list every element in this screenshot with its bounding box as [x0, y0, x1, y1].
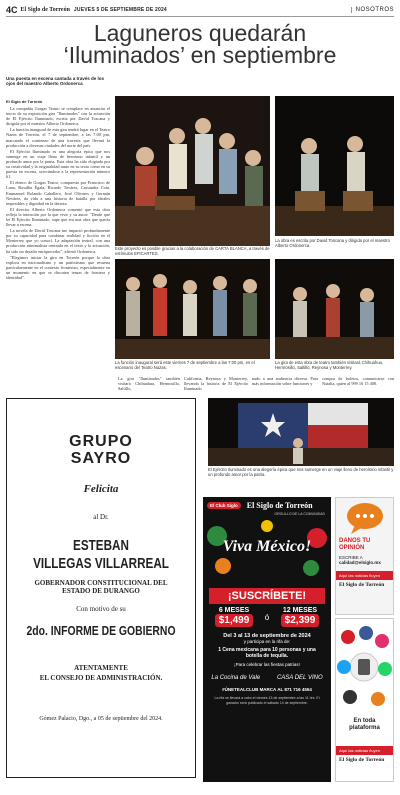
tiktok-icon	[343, 690, 357, 704]
facebook-icon	[359, 626, 373, 640]
promo-sponsors	[203, 675, 331, 681]
viva-mexico-art	[203, 516, 331, 586]
stage-photo-art	[115, 96, 270, 246]
speech-bubble-icon	[345, 501, 385, 535]
caption-bottom: El Ejército Iluminado es una alegoría épica que nos sumerge en un viaje lleno de heroísmo infantil y un profundo amor por la patria.	[208, 467, 394, 477]
plan-6-months[interactable]: 6 MESES $1,499	[215, 607, 254, 627]
sponsor-cocina: La Cocina de Vale	[211, 675, 261, 681]
platform-box	[335, 618, 394, 782]
opinion-news-label: Aquí las noticias fluyen	[336, 571, 393, 580]
tail-column-4: compra de boletos, comunicarse con Natalia, quien al 999 16 15 408.	[322, 376, 394, 387]
body-paragraph: La compañía Gorgas Teatro se complace en anunciar el inicio de su exposición gira "Iluminados" con la actuación de El Ejército Iluminado, escrita por David Toscana y dirigida por el maestro Alberto Ordonerca.	[6, 106, 110, 127]
place-date-text: Gómez Palacio, Dgo., a 05 de septiembre del 2024.	[39, 716, 163, 722]
phone-icon	[358, 659, 370, 675]
article-headline	[0, 22, 400, 66]
page-number: 4C	[6, 4, 18, 15]
instagram-icon	[375, 634, 389, 648]
twitter-icon	[337, 660, 351, 674]
photo-flag-scene	[208, 398, 394, 466]
youtube-icon	[341, 630, 355, 644]
caption-mid-left: La función inaugural será este viernes 7 de septiembre a las 7:00 pm, en el escenario del Teatro Nazas.	[115, 360, 255, 370]
photo-stage-cast	[115, 96, 270, 246]
subscription-promo[interactable]	[203, 497, 331, 782]
article-byline: El Siglo de Torreón	[6, 99, 43, 104]
cast-bench-art	[275, 259, 394, 359]
or-separator: ó	[264, 612, 270, 622]
opinion-write: ESCRIBE A	[339, 555, 363, 560]
opinion-title: DANOS TU OPINIÓN	[339, 538, 371, 551]
plan-12-months[interactable]: 12 MESES $2,399	[281, 607, 320, 627]
promo-prize: 1 Cena mexicana para 10 personas y una botella de tequila.	[218, 647, 316, 659]
headline-line-1: Laguneros quedarán	[93, 20, 307, 46]
caption-top-right: La obra es escrita por David Toscana y dirigida por el maestro Alberto Ordonerca.	[275, 238, 390, 248]
viva-mexico-title: Viva México!	[222, 538, 312, 555]
atentamente-text: ATENTAMENTE	[74, 664, 128, 672]
platform-logo: El Siglo de Torreón	[339, 757, 385, 763]
issue-date: JUEVES 5 DE SEPTIEMBRE DE 2024	[73, 6, 167, 13]
photo-cast-bench	[275, 259, 394, 359]
photo-cast-wide	[115, 259, 270, 359]
stage-chairs-art	[275, 96, 394, 236]
opinion-email[interactable]: calidad@elsiglo.mx	[339, 560, 381, 565]
caption-mid-right: La gira de esta obra de teatro también visitará Chihuahua, Hermosillo, Saltillo, Reynosa y Monterrey.	[275, 360, 384, 370]
body-paragraph: La novela de David Toscana me impactó profundamente por su capacidad para combinar realidad y ficción en el Monterrey que yo conocí. La adaptación teatral, con una producción minimalista centrada en el texto y la actuación, ha sido un desafío enriquecedor", afirmó Ordonerca.	[6, 228, 110, 254]
sponsor-casa-vino: CASA DEL VINO	[276, 675, 323, 681]
body-paragraph: El Ejército Iluminado es una alegoría épica que nos sumerge en un viaje lleno de heroísmo infantil y un profundo amor por la patria. Esta obra ha sido elogiada por su creatividad y la originalidad tanto en su texto como en su puesta en escena, acercándose a la representación número 61.	[6, 148, 110, 180]
page-header	[6, 3, 394, 17]
honoree-name: ESTEBAN VILLEGAS VILLARREAL	[33, 537, 169, 572]
consejo-text: EL CONSEJO DE ADMINISTRACIÓN.	[39, 674, 163, 682]
club-badge: El Club Siglo	[207, 502, 241, 509]
opinion-bubble	[336, 498, 393, 538]
caption-top-left: Este proyecto es posible gracias a la colaboración de CARTA BLANCA, a través de estímulos EFICARTES.	[115, 246, 270, 256]
motivo-text: Con motivo de su	[76, 605, 126, 613]
social-icons-cluster	[336, 623, 393, 713]
masthead: El Siglo de Torreón	[20, 6, 70, 13]
platform-text: En toda plataforma	[349, 718, 380, 731]
cast-wide-art	[115, 259, 270, 359]
promo-dates: Del 3 al 13 de septiembre de 2024	[223, 633, 311, 639]
section-name: NOSOTROS	[351, 7, 394, 13]
promo-celebrate: ¡Para celebrar las fiestas patrias!	[234, 662, 300, 667]
honoree-title: GOBERNADOR CONSTITUCIONAL DEL ESTADO DE DURANGO	[34, 579, 168, 595]
subscribe-banner[interactable]: ¡SUSCRÍBETE!	[209, 588, 325, 604]
body-paragraph: La función inaugural de esta gira tendrá lugar en el Teatro Nazas de Torreón, el 7 de septiembre, a las 7:00 pm, marcando el comienzo de una travesía que llevará la producción a diversas ciudades del norte del país.	[6, 127, 110, 148]
photo-stage-chairs	[275, 96, 394, 236]
platform-news-label: Aquí las noticias fluyen	[336, 746, 393, 755]
al-dr-text: al Dr.	[93, 513, 109, 521]
tail-column-3: nado a una audiencia diversa. Para más información sobre funciones y	[252, 376, 318, 387]
article-body	[6, 106, 110, 376]
headline-line-2: ‘Iluminados’ en septiembre	[63, 42, 337, 68]
promo-logo: El Siglo de Torreón	[246, 501, 313, 510]
opinion-box	[335, 497, 394, 615]
congratulation-ad	[6, 398, 196, 778]
promo-footer: La rifa se llevará a cabo el viernes 13 de septiembre a las 11 hrs. El ganador será publicado el sábado 14 de septiembre.	[214, 696, 320, 705]
tail-column-1: La gira "Iluminados" también visitará Chihuahua, Hermosillo, Saltillo,	[118, 376, 180, 392]
informe-text: 2do. INFORME DE GOBIERNO	[26, 623, 176, 638]
tail-column-2: California, Reynosa y Monterrey, llevando la historia de El Ejército Iluminado	[184, 376, 248, 392]
article-deck: Una puesta en escena cantada a través de los ojos del maestro Alberto Ordonerca	[6, 76, 105, 86]
felicita-text: Felicita	[83, 483, 119, 495]
company-name: GRUPO SAYRO	[69, 433, 133, 467]
body-paragraph: "Elegimos iniciar la gira en Torreón porque la obra explora en nacionalismo y un patriotismo que resuena particularmente en el contexto fronterizo, especialmente en un momento en que se discuten temas de frontera y identidad".	[6, 254, 110, 280]
whatsapp-icon	[378, 662, 392, 676]
flag-scene-art	[208, 398, 394, 466]
promo-raffle: y participa en la rifa de:	[243, 639, 291, 644]
body-paragraph: El elenco de Gorgas Teatro, compuesto por Francisco de Luna, Rosalba Égala, Ricardo Tavárez, Cassandra Cota, Emmanuel Rolando Caballero, José Olivares y Germán Nevárez, da vida a una historia de batalla por ideales imposibles y dignidad en la derrota.	[6, 180, 110, 206]
promo-phone[interactable]: #ÚNETEALCLUB MARCA AL 871 716 4554	[222, 687, 312, 692]
podcast-icon	[371, 692, 385, 706]
body-paragraph: El director Alberto Ordonerca comentó que esta obra refleja la intención por la que vivir y su autor: "Desde que leí El Ejército Iluminado, supe que era una obra que quería llevar a escena.	[6, 206, 110, 228]
opinion-logo: El Siglo de Torreón	[339, 582, 385, 588]
promo-logo-sub: ORGULLO DE LA COMUNIDAD	[274, 512, 325, 516]
